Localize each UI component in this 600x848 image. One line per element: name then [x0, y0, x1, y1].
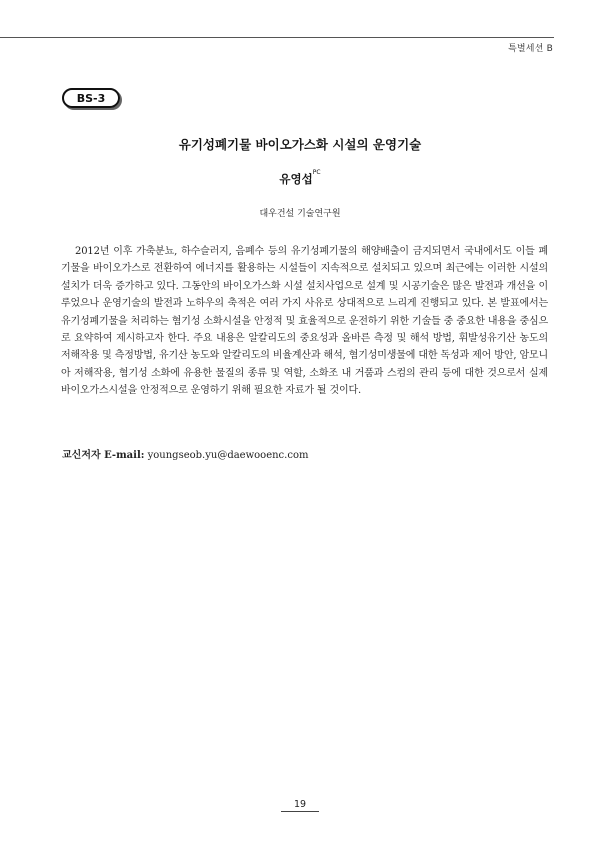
abstract-body: 2012년 이후 가축분뇨, 하수슬러지, 음폐수 등의 유기성폐기물의 해양배출이 금지되면서 국내에서도 이들 폐기물을 바이오가스로 전환하여 에너지를 활용하는 시설들이 지속적으로 설치되고 있으며 최근에는 이러한 시설의 설치가 더욱 증가하고 있다. 그동안의 바이오가스화 시설 설치사업으로 설계 및 시공기술은 많은 발전과 개선을 이루었으나 운영기술의 발전과 노하우의 축적은 여러 가지 사유로 상대적으로 느리게 진행되고 있다. 본 발표에서는 유기성폐기물을 처리하는 혐기성 소화시설을 안정적 및 효율적으로 운전하기 위한 기술들 중 중요한 내용을 중심으로 요약하여 제시하고자 한다. 주요 내용은 알칼리도의 중요성과 올바른 측정 및 해석 방법, 휘발성유기산 농도의 저해작용 및 측정방법, 유기산 농도와 알칼리도의 비율계산과 해석, 혐기성미생물에 대한 독성과 제어 방안, 암모니아 저해작용, 혐기성 소화에 유용한 물질의 종류 및 역할, 소화조 내 거품과 스컴의 관리 등에 대한 것으로서 실제 바이오가스시설을 안정적으로 운영하기 위해 필요한 자료가 될 것이다.	[61, 246, 548, 397]
session-badge: BS-3	[62, 88, 120, 108]
contact-email: youngseob.yu@daewooenc.com	[147, 450, 309, 461]
page-number: 19	[293, 799, 307, 810]
paper-title: 유기성폐기물 바이오가스화 시설의 운영기술	[178, 137, 422, 152]
contact-label: 교신저자 E-mail:	[62, 450, 145, 461]
header-rule	[0, 37, 554, 38]
author-superscript: PC	[312, 169, 321, 176]
running-header: 특별세션 B	[507, 44, 553, 54]
affiliation: 대우건설 기술연구원	[259, 209, 341, 219]
author	[0, 171, 600, 187]
corresponding-contact	[62, 446, 308, 461]
page-number-rule	[281, 811, 319, 812]
author-name: 유영섭	[279, 172, 313, 186]
